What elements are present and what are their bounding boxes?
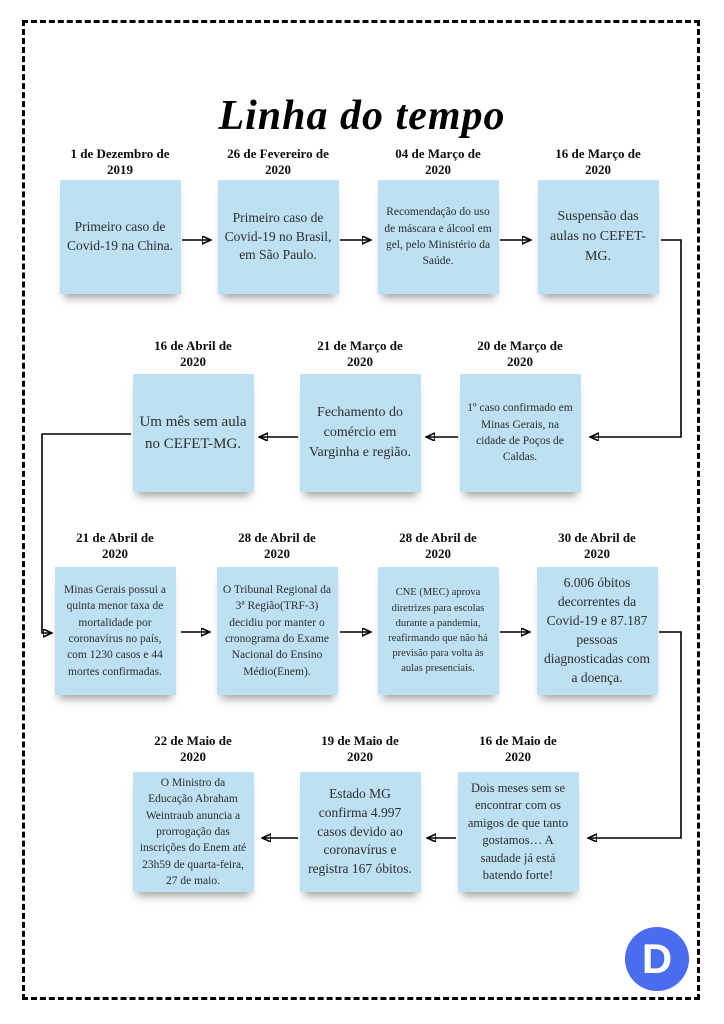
timeline-note: [208, 146, 348, 294]
timeline-note: [45, 530, 185, 695]
timeline-note: [450, 338, 590, 492]
timeline-note: [207, 530, 347, 695]
timeline-note: [527, 530, 667, 695]
note-date: 21 de Abril de 2020: [76, 530, 154, 562]
note-body: Dois meses sem se encontrar com os amigos de que tanto gostamos… A saudade já está batendo forte!: [458, 772, 579, 892]
note-body: 1º caso confirmado em Minas Gerais, na cidade de Poços de Caldas.: [460, 374, 581, 492]
timeline-note: [448, 733, 588, 892]
page-title: Linha do tempo: [218, 93, 506, 140]
timeline-note: [290, 733, 430, 892]
note-body: Estado MG confirma 4.997 casos devido ao coronavírus e registra 167 óbitos.: [300, 772, 421, 892]
d-logo-icon: [625, 927, 689, 991]
note-date: 04 de Março de 2020: [395, 146, 481, 178]
note-body: Primeiro caso de Covid-19 no Brasil, em São Paulo.: [218, 180, 339, 294]
timeline-note: [528, 146, 668, 294]
timeline-note: [368, 146, 508, 294]
note-body: Recomendação do uso de máscara e álcool em gel, pelo Ministério da Saúde.: [378, 180, 499, 294]
note-date: 26 de Fevereiro de 2020: [227, 146, 329, 178]
note-date: 21 de Março de 2020: [317, 338, 403, 370]
note-body: Primeiro caso de Covid-19 na China.: [60, 180, 181, 294]
timeline-note: [123, 733, 263, 892]
note-date: 16 de Março de 2020: [555, 146, 641, 178]
note-date: 28 de Abril de 2020: [238, 530, 316, 562]
timeline-note: [50, 146, 190, 294]
note-date: 1 de Dezembro de 2019: [70, 146, 170, 178]
note-date: 20 de Março de 2020: [477, 338, 563, 370]
timeline-note: [368, 530, 508, 695]
note-body: Minas Gerais possui a quinta menor taxa de mortalidade por coronavírus no país, com 1230 casos e 44 mortes confirmadas.: [55, 567, 176, 695]
note-date: 30 de Abril de 2020: [558, 530, 636, 562]
note-date: 22 de Maio de 2020: [154, 733, 232, 765]
d-logo-letter: D: [641, 935, 673, 982]
note-body: 6.006 óbitos decorrentes da Covid-19 e 87.187 pessoas diagnosticadas com a doença.: [537, 567, 658, 695]
note-body: O Ministro da Educação Abraham Weintraub anuncia a prorrogação das inscrições do Enem até 23h59 de quarta-feira, 27 de maio.: [133, 772, 254, 892]
note-body: Fechamento do comércio em Varginha e região.: [300, 374, 421, 492]
note-body: CNE (MEC) aprova diretrizes para escolas durante a pandemia, reafirmando que não há previsão para volta às aulas presenciais.: [378, 567, 499, 695]
timeline-note: [290, 338, 430, 492]
note-body: Um mês sem aula no CEFET-MG.: [133, 374, 254, 492]
note-date: 16 de Maio de 2020: [479, 733, 557, 765]
timeline-note: [123, 338, 263, 492]
note-body: O Tribunal Regional da 3ª Região(TRF-3) decidiu por manter o cronograma do Exame Nacional do Ensino Médio(Enem).: [217, 567, 338, 695]
note-date: 16 de Abril de 2020: [154, 338, 232, 370]
note-date: 28 de Abril de 2020: [399, 530, 477, 562]
note-body: Suspensão das aulas no CEFET-MG.: [538, 180, 659, 294]
note-date: 19 de Maio de 2020: [321, 733, 399, 765]
